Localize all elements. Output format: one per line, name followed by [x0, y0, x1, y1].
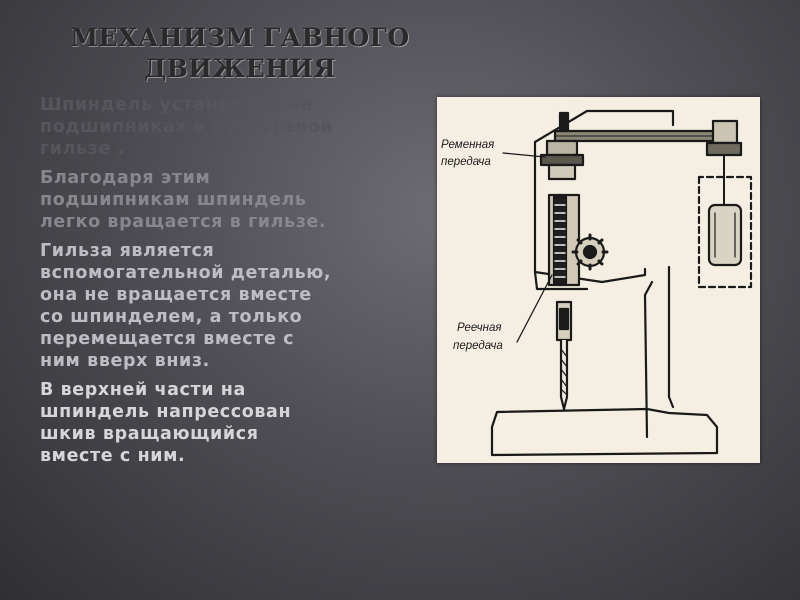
belt-drive-label-line1: Ременная [441, 139, 495, 151]
motor-pulley [713, 121, 737, 143]
text-line: гильзе . [40, 139, 125, 159]
text-line: ним вверх вниз. [40, 351, 210, 371]
text-line: В верхней части на [40, 380, 246, 400]
diagram-drawing [437, 97, 760, 463]
rack-drive-label-line2: передача [453, 340, 503, 352]
spindle-top [560, 113, 568, 131]
text-line: Благодаря этим [40, 168, 211, 188]
base-outline [492, 409, 717, 455]
belt-label-leader [503, 153, 545, 157]
rack [554, 197, 566, 283]
spindle-pulley [547, 141, 577, 155]
text-line: подшипникам шпиндель [40, 190, 307, 210]
text-line: вспомогательной деталью, [40, 263, 332, 283]
text-line: подшипниках в пустотелой [40, 117, 334, 137]
title-line-2: ДВИЖЕНИЯ [143, 54, 337, 83]
text-line: перемещается вместе с [40, 329, 295, 349]
text-line: шпиндель напрессован [40, 402, 292, 422]
body-text [28, 94, 428, 474]
rack-label-leader [517, 275, 552, 342]
paragraph-rotation [28, 167, 428, 233]
slide-title [40, 22, 440, 84]
paragraph-spindle-bearings [28, 94, 428, 160]
text-line: легко вращается в гильзе. [40, 212, 327, 232]
text-line: Гильза является [40, 241, 215, 261]
electric-motor [709, 205, 741, 265]
paragraph-pulley [28, 379, 428, 467]
column-outline [669, 267, 673, 407]
text-line: шкив вращающийся [40, 424, 259, 444]
title-line-1: МЕХАНИЗМ ГАВНОГО [70, 23, 410, 52]
text-line: Шпиндель установлен на [40, 95, 313, 115]
drill-press-diagram [437, 97, 760, 463]
text-line: она не вращается вместе [40, 285, 312, 305]
text-line: вместе с ним. [40, 446, 186, 466]
belt-drive-label-line2: передача [441, 156, 491, 168]
rack-drive-label-line1: Реечная [457, 322, 502, 334]
text-line: со шпинделем, а только [40, 307, 303, 327]
paragraph-sleeve [28, 240, 428, 372]
